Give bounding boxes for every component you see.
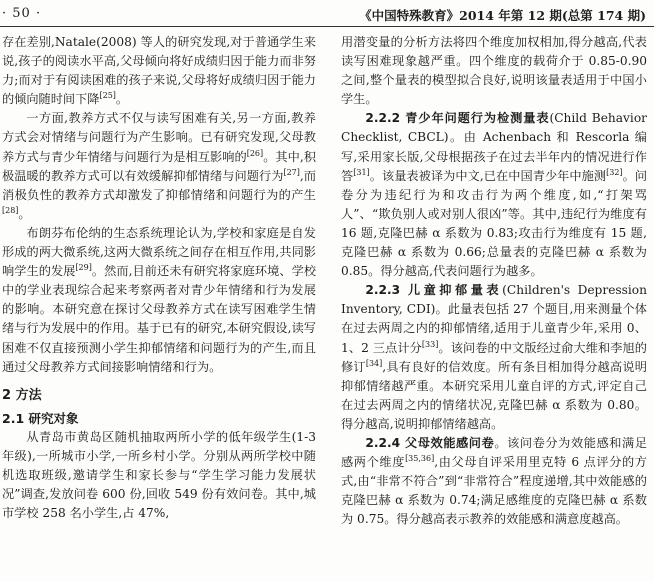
paragraph [2, 224, 316, 377]
paragraph [341, 434, 647, 529]
subsection-heading: 2.1 研究对象 [2, 410, 79, 426]
running-head: 《中国特殊教育》2014 年第 12 期(总第 174 期) [359, 8, 646, 23]
text: 存在差别,Natale(2008) 等人的研究发现,对于普通学生来说,孩子的阅读水平高,父母倾向将好成绩归因于能力而非努力;而对于有阅读困难的孩子来说,父母将好成绩归因于能力的倾向随时间下降 [2, 35, 316, 107]
page-header [0, 2, 654, 24]
text: (Children's Depression Inventory, CDI)。此量表包括 27 个题目,用来测量个体在过去两周之内的抑郁情绪,适用于儿童青少年,采用 0、1、2 三点计分 [341, 283, 647, 355]
paragraph: 从青岛市黄岛区随机抽取两所小学的低年级学生(1-3 年级),一所城市小学,一所乡村小学。分别从两所学校中随机选取班级,邀请学生和家长参与“学生学习能力发展状况”调查,发放问卷 600 份,回收 549 份有效问卷。其中,城市学校 258 名小学生,占 47%, [2, 429, 316, 521]
text: ,由父母自评采用里克特 6 点评分的方式,由“非常不符合”到“非常符合”程度递增,其中效能感的克隆巴赫 α 系数为 0.74;满足感维度的克隆巴赫 α 系数为 0.75。得分越高表示教养的效能感和满意度越高。 [341, 455, 647, 527]
citation: [31] [353, 167, 370, 177]
section-heading: 2 方法 [2, 387, 42, 403]
citation: [34] [365, 358, 383, 368]
text: 一方面,教养方式不仅与读写困难有关,另一方面,教养方式会对情绪与问题行为产生影响。已有研究发现,父母教养方式与青少年情绪与问题行为是相互影响的 [2, 111, 316, 164]
text: 。该量表被译为中文,已在中国青少年中施测 [369, 168, 607, 183]
header-rule [0, 26, 654, 27]
text: 。问卷分为违纪行为和攻击行为两个维度,如,“打架骂人”、“欺负别人或对别人很凶”等。其中,违纪行为维度有 16 题,克隆巴赫 α 系数为 0.83;攻击行为维度有 15 题,克隆巴赫 α 系数为 0.66;总量表的克隆巴赫 α 系数为 0.85。得分越高,代表问题行为越多。 [341, 168, 648, 279]
paragraph [2, 33, 316, 109]
citation: [29] [75, 263, 92, 273]
text: 布朗芬布伦纳的生态系统理论认为,学校和家庭是自发形成的两大微系统,这两大微系统之间存在相互作用,共同影响学生的发展 [2, 225, 316, 279]
subsection-heading: 2.2.2 青少年问题行为检测量表 [365, 111, 550, 126]
text: 。该问卷分为效能感和满足感两个维度 [341, 435, 648, 470]
text: (Child Behavior Checklist, CBCL)。由 Achenbach 和 Rescorla 编写,采用家长版,父母根据孩子在过去半年内的情况进行作答 [341, 111, 647, 183]
citation: [28] [2, 205, 19, 215]
citation: [32] [606, 167, 623, 177]
paragraph [341, 109, 647, 281]
citation: [26] [246, 148, 264, 158]
subsection-heading: 2.2.4 父母效能感问卷 [365, 435, 495, 450]
paragraph [2, 109, 316, 224]
text: ,而消极负性的教养方式却激发了抑郁情绪和问题行为的产生 [2, 168, 317, 202]
paragraph: 用潜变量的分析方法将四个维度加权相加,得分越高,代表读写困难现象越严重。四个维度的载荷介于 0.85-0.90 之间,整个量表的模型拟合良好,说明该量表适用于中国小学生。 [341, 35, 647, 107]
text: ,具有良好的信效度。所有条目相加得分越高说明抑郁情绪越严重。本研究采用儿童自评的方式,评定自己在过去两周之内的情绪状况,克隆巴赫 α 系数为 0.80。得分越高,说明抑郁情绪越高。 [341, 359, 647, 431]
text: 。 [18, 206, 31, 221]
page-number: · 50 · [2, 6, 42, 21]
text: 。然而,目前还未有研究将家庭环境、学校中的学业表现综合起来考察两者对青少年情绪和行为发展的影响。本研究意在探讨父母教养方式在读写困难学生情绪与行为发展中的作用。基于已有的研究,本研究假设,读写困难不仅直接预测小学生抑郁情绪和问题行为的产生,而且通过父母教养方式间接影响情绪和行为。 [2, 264, 317, 374]
text: 。 [115, 92, 129, 107]
citation: [35,36] [405, 454, 435, 463]
text: 。该问卷的中文版经过俞大维和李旭的修订 [341, 340, 647, 374]
subsection-heading: 2.2.3 儿童抑郁量表 [365, 283, 503, 298]
left-column [2, 33, 316, 523]
text: 。其中,积极温暖的教养方式可以有效缓解抑郁情绪与问题行为 [2, 149, 317, 183]
right-column [341, 33, 647, 529]
paragraph [341, 281, 647, 434]
citation: [27] [283, 167, 300, 177]
citation: [25] [99, 91, 116, 101]
citation: [33] [421, 339, 439, 349]
